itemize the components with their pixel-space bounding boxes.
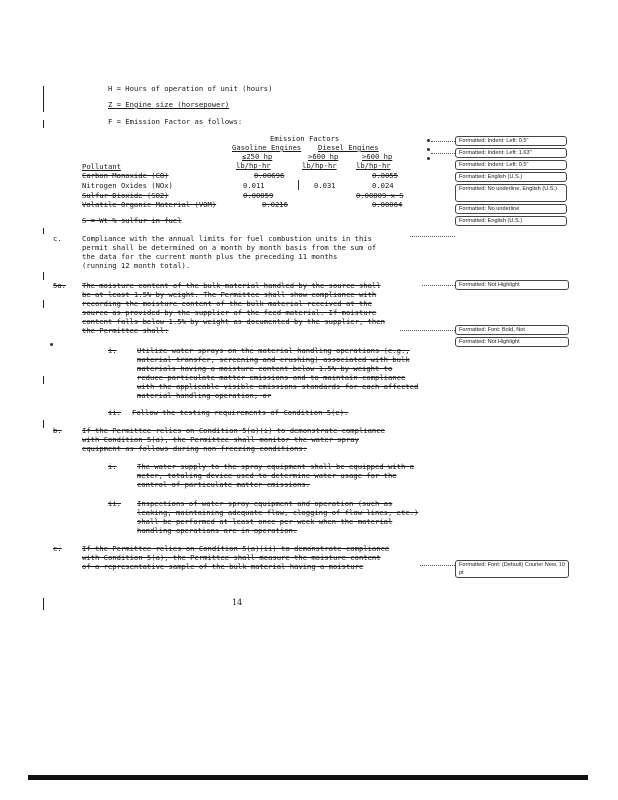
item-b-ii-line: handling operations are in operation. xyxy=(137,526,298,535)
item-i-label: i. xyxy=(108,346,117,355)
item-b-i-line: The water supply to the spray equipment shall be equipped with a xyxy=(137,462,414,471)
table-pollutant-header: Pollutant xyxy=(82,162,121,171)
change-bar xyxy=(43,272,44,280)
para-c-line: permit shall be determined on a month by month basis from the sum of xyxy=(82,243,377,252)
revision-balloon[interactable]: Formatted: No underline xyxy=(455,204,567,214)
table-group-gasoline: Gasoline Engines xyxy=(232,143,302,152)
f-definition: F = Emission Factor as follows: xyxy=(108,117,243,126)
table-col-2-unit: lb/hp-hr xyxy=(302,161,337,170)
revision-balloon[interactable]: Formatted: English (U.S.) xyxy=(455,216,567,226)
balloon-leader xyxy=(420,565,455,566)
table-row-pollutant: Carbon Monoxide (CO) xyxy=(82,171,169,180)
table-col-3-unit: lb/hp-hr xyxy=(356,161,391,170)
item-b-i-line: meter, totaling device used to determine water usage for the xyxy=(137,471,397,480)
change-bar xyxy=(43,86,44,112)
item-i-line: with the applicable visible emissions standards for each affected xyxy=(137,382,419,391)
para-c2-line: of a representative sample of the bulk material having a moisture xyxy=(82,562,364,571)
item-i-line: Utilize water sprays on the material handling operations (e.g., xyxy=(137,346,410,355)
table-cell: 0.0216 xyxy=(262,200,288,209)
table-group-diesel: Diesel Engines xyxy=(318,143,379,152)
para-b-line: equipment as follows during non-freezing conditions: xyxy=(82,444,308,453)
table-title: Emission Factors xyxy=(270,134,340,143)
margin-marker xyxy=(50,343,53,346)
table-col-1-unit: lb/hp-hr xyxy=(236,161,271,170)
para-5a-line: the Permittee shall: xyxy=(82,326,169,335)
para-c2-label: c. xyxy=(53,544,62,553)
para-5a-line: be at least 1.5% by weight. The Permittee shall show compliance with xyxy=(82,290,377,299)
para-c-line: the data for the current month plus the preceding 11 months xyxy=(82,252,338,261)
revision-balloon[interactable]: Formatted: Font: Bold, Not xyxy=(455,325,569,335)
margin-marker xyxy=(427,148,430,151)
table-col-3: >600 hp xyxy=(362,152,393,161)
item-b-ii-line: Inspections of water spray equipment and operation (such as xyxy=(137,499,393,508)
table-cell-divider xyxy=(298,180,299,190)
change-bar xyxy=(43,420,44,428)
item-i-line: reduce particulate matter emissions and to maintain compliance xyxy=(137,373,406,382)
table-cell: 0.00059 xyxy=(243,191,274,200)
item-b-ii-label: ii. xyxy=(108,499,121,508)
item-ii-line: Follow the testing requirements of Condition 5(e). xyxy=(132,408,349,417)
z-definition: Z = Engine size (horsepower) xyxy=(108,100,230,109)
margin-marker xyxy=(427,157,430,160)
table-cell: 0.0055 xyxy=(372,171,398,180)
para-5a-line: content falls below 1.5% by weight as documented by the supplier, then xyxy=(82,317,385,326)
balloon-leader xyxy=(400,330,455,331)
table-cell: 0.00696 xyxy=(254,171,285,180)
balloon-leader xyxy=(410,236,455,237)
change-bar xyxy=(43,228,44,234)
table-row-pollutant: Sulfur Dioxide (SO2) xyxy=(82,191,169,200)
table-cell: 0.011 xyxy=(243,181,265,190)
revision-balloon[interactable]: Formatted: No underline, English (U.S.) xyxy=(455,184,567,202)
para-c-line: (running 12 month total). xyxy=(82,261,191,270)
balloon-leader xyxy=(431,141,455,142)
table-row-pollutant: Nitrogen Oxides (NOx) xyxy=(82,181,173,190)
para-b-label: b. xyxy=(53,426,62,435)
revision-balloon[interactable]: Formatted: Not Highlight xyxy=(455,280,569,290)
item-ii-label: ii. xyxy=(108,408,121,417)
item-i-line: material handling operation; or xyxy=(137,391,272,400)
change-bar xyxy=(43,120,44,128)
para-c-line: Compliance with the annual limits for fuel combustion units in this xyxy=(82,234,372,243)
para-5a-label: 5a. xyxy=(53,281,66,290)
balloon-leader xyxy=(431,153,455,154)
page-bottom-rule xyxy=(28,775,588,780)
item-i-line: materials having a moisture content below 1.5% by weight to xyxy=(137,364,393,373)
table-row-pollutant: Volatile Organic Material (VOM) xyxy=(82,200,217,209)
item-i-line: material transfer, screening and crushing) associated with bulk xyxy=(137,355,410,364)
revision-balloon[interactable]: Formatted: English (U.S.) xyxy=(455,172,567,182)
change-bar xyxy=(43,598,44,610)
margin-marker xyxy=(427,139,430,142)
para-c-label: c. xyxy=(53,234,62,243)
para-c2-line: with Condition 5(a), the Permittee shall measure the moisture content xyxy=(82,553,381,562)
table-col-1: ≤250 hp xyxy=(242,152,273,161)
revision-balloon[interactable]: Formatted: Indent: Left: 0.5" xyxy=(455,160,567,170)
item-b-i-label: i. xyxy=(108,462,117,471)
change-bar xyxy=(43,376,44,384)
revision-balloon[interactable]: Formatted: Indent: Left: 0.5" xyxy=(455,136,567,146)
table-cell: 0.024 xyxy=(372,181,394,190)
table-cell: 0.031 xyxy=(314,181,336,190)
table-col-2: >600 hp xyxy=(308,152,339,161)
table-cell: 0.00064 xyxy=(372,200,403,209)
item-b-i-line: control of particulate matter emissions. xyxy=(137,480,311,489)
h-definition: H = Hours of operation of unit (hours) xyxy=(108,84,273,93)
para-b-line: If the Permittee relies on Condition 5(a)(i) to demonstrate compliance xyxy=(82,426,385,435)
para-5a-line: recording the moisture content of the bulk material received at the xyxy=(82,299,372,308)
table-footnote: S = Wt % sulfur in fuel xyxy=(82,216,182,225)
para-5a-line: The moisture content of the bulk material handled by the source shall xyxy=(82,281,381,290)
para-5a-line: source as provided by the supplier of the feed material. If moisture xyxy=(82,308,377,317)
page-number: 14 xyxy=(232,598,243,607)
balloon-leader xyxy=(422,285,455,286)
para-c2-line: If the Permittee relies on Condition 5(a)(ii) to demonstrate compliance xyxy=(82,544,390,553)
para-b-line: with Condition 5(a), the Permittee shall monitor the water spray xyxy=(82,435,359,444)
revision-balloon[interactable]: Formatted: Font: (Default) Courier New, 10 pt xyxy=(455,560,569,578)
table-cell: 0.00809 x S xyxy=(356,191,404,200)
revision-balloon[interactable]: Formatted: Not Highlight xyxy=(455,337,569,347)
item-b-ii-line: shall be performed at least once per week when the material xyxy=(137,517,393,526)
item-b-ii-line: leaking, maintaining adequate flow, clogging of flow lines, etc.) xyxy=(137,508,419,517)
change-bar xyxy=(43,300,44,308)
revision-balloon[interactable]: Formatted: Indent: Left: 1.63" xyxy=(455,148,567,158)
